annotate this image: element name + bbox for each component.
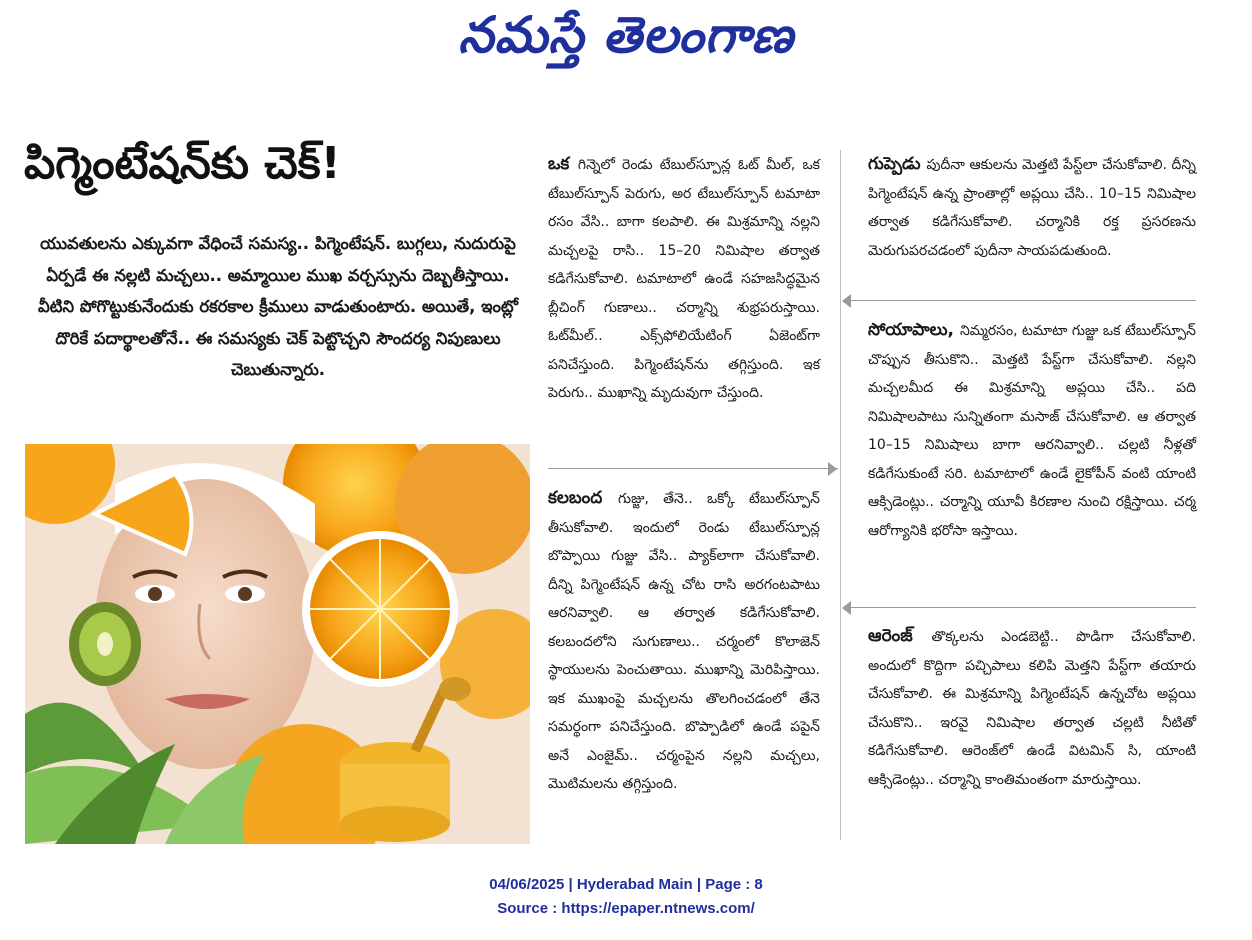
divider-arrow-icon <box>842 601 851 615</box>
section-body: నిమ్మరసం, టమాటా గుజ్జు ఒక టేబుల్‌స్పూన్ చొప్పున తీసుకొని.. మెత్తటి పేస్ట్‌గా చేసుకోవాలి. నల్లని మచ్చలమీద ఈ మిశ్రమాన్ని అప్లయి చేసి.. పది నిమిషాలపాటు సున్నితంగా మసాజ్ చేసుకోవాలి. ఆ తర్వాత 10–15 నిమిషాలు బాగా ఆరనివ్వాలి.. చల్లటి నీళ్లతో కడిగేసుకుంటే సరి. టమాటాలో ఉండే లైకోపీన్ వంటి యాంటి ఆక్సిడెంట్లు.. చర్మాన్ని యూవీ కిరణాల నుంచి రక్షిస్తాయి. చర్మ ఆరోగ్యానికి భరోసా ఇస్తాయి. <box>868 323 1196 539</box>
section-body: తొక్కలను ఎండబెట్టి.. పొడిగా చేసుకోవాలి. అందులో కొద్దిగా పచ్చిపాలు కలిపి మెత్తని పేస్ట్‌గా తయారు చేసుకోవాలి. ఈ మిశ్రమాన్ని పిగ్మెంటేషన్ ఉన్నచోట అప్లయి చేసుకొని.. ఇరవై నిమిషాల తర్వాత చల్లటి నీటితో కడిగేసుకోవాలి. ఆరెంజ్‌లో ఉండే విటమిన్ సి, యాంటి ఆక్సిడెంట్లు.. చర్మాన్ని కాంతిమంతంగా మారుస్తాయి. <box>868 629 1196 788</box>
section-soy <box>868 316 1196 545</box>
divider-arrow-icon <box>842 294 851 308</box>
section-body: గుజ్జు, తేనె.. ఒక్కో టేబుల్‌స్పూన్ తీసుకోవాలి. ఇందులో రెండు టేబుల్‌స్పూన్ల బొప్పాయి గుజ్జు వేసి.. ప్యాక్‌లాగా చేసుకోవాలి. దీన్ని పిగ్మెంటేషన్ ఉన్న చోట రాసి అరగంటపాటు ఆరనివ్వాలి. ఆ తర్వాత కడిగేసుకోవాలి. కలబందలోని సుగుణాలు.. చర్మంలో కొలాజెన్ స్థాయులను పెంచుతాయి. ముఖాన్ని మెరిపిస్తాయి. ఇక ముఖంపై మచ్చలను తొలగించడంలో తేనె సమర్థంగా పనిచేస్తుంది. బొప్పాడిలో ఉండే పపైన్ అనే ఎంజైమ్.. చర్మంపైన నల్లని మచ్చలు, మొటిమలను తగ్గిస్తుంది. <box>548 491 820 792</box>
section-mint <box>868 150 1196 265</box>
article-intro: యువతులను ఎక్కువగా వేధించే సమస్య.. పిగ్మెంటేషన్. బుగ్గలు, నుదురుపై ఏర్పడే ఈ నల్లటి మచ్చలు.. అమ్మాయిల ముఖ వర్చస్సును దెబ్బతీస్తాయి. వీటిని పోగొట్టుకునేందుకు రకరకాల క్రీములు వాడుతుంటారు. అయితే, ఇంట్లో దొరికే పదార్థాలతోనే.. ఈ సమస్యకు చెక్ పెట్టొచ్చని సౌందర్య నిపుణులు చెబుతున్నారు. <box>37 234 518 379</box>
source-link[interactable]: Source : https://epaper.ntnews.com/ <box>497 900 755 917</box>
section-orange <box>868 622 1196 794</box>
section-divider <box>848 607 1196 608</box>
divider-arrow-icon <box>828 462 837 476</box>
edition-info: 04/06/2025 | Hyderabad Main | Page : 8 <box>489 876 763 893</box>
section-oats <box>548 150 820 408</box>
section-body: గిన్నెలో రెండు టేబుల్‌స్పూన్ల ఓట్ మీల్, ఒక టేబుల్‌స్పూన్ పెరుగు, అర టేబుల్‌స్పూన్ టమాటా రసం వేసి.. బాగా కలపాలి. ఈ మిశ్రమాన్ని నల్లని మచ్చలపై రాసి.. 15–20 నిమిషాల తర్వాత కడిగేసుకోవాలి. టమాటాలో ఉండే సహజసిద్ధమైన బ్లీచింగ్ గుణాలు.. చర్మాన్ని శుభ్రపరుస్తాయి. ఓట్‌మీల్.. ఎక్స్‌ఫోలియేటింగ్ ఏజెంట్‌గా పనిచేస్తుంది. పిగ్మెంటేషన్‌ను తగ్గిస్తుంది. ఇక పెరుగు.. ముఖాన్ని మృదువుగా చేస్తుంది. <box>548 157 820 401</box>
beauty-fruit-illustration <box>25 444 530 844</box>
section-lead: గుప్పెడు <box>868 154 927 174</box>
section-lead: ఒక <box>548 154 578 174</box>
section-lead: సోయాపాలు, <box>868 320 960 340</box>
section-lead: ఆరెంజ్ <box>868 626 932 646</box>
column-divider <box>840 150 841 840</box>
section-divider <box>548 468 838 469</box>
article-photo <box>25 444 530 844</box>
article-headline: పిగ్మెంటేషన్‌కు చెక్! <box>24 138 341 189</box>
section-aloe <box>548 484 820 799</box>
section-divider <box>848 300 1196 301</box>
section-body: పుదీనా ఆకులను మెత్తటి పేస్ట్‌లా చేసుకోవాలి. దీన్ని పిగ్మెంటేషన్ ఉన్న ప్రాంతాల్లో అప్లయి చేసి.. 10–15 నిమిషాల తర్వాత కడిగేసుకోవాలి. చర్మానికి రక్త ప్రసరణను మెరుగుపరచడంలో పుదీనా సాయపడుతుంది. <box>868 157 1196 259</box>
masthead-logo: నమస్తే తెలంగాణ <box>458 6 794 64</box>
section-lead: కలబంద <box>548 488 618 508</box>
